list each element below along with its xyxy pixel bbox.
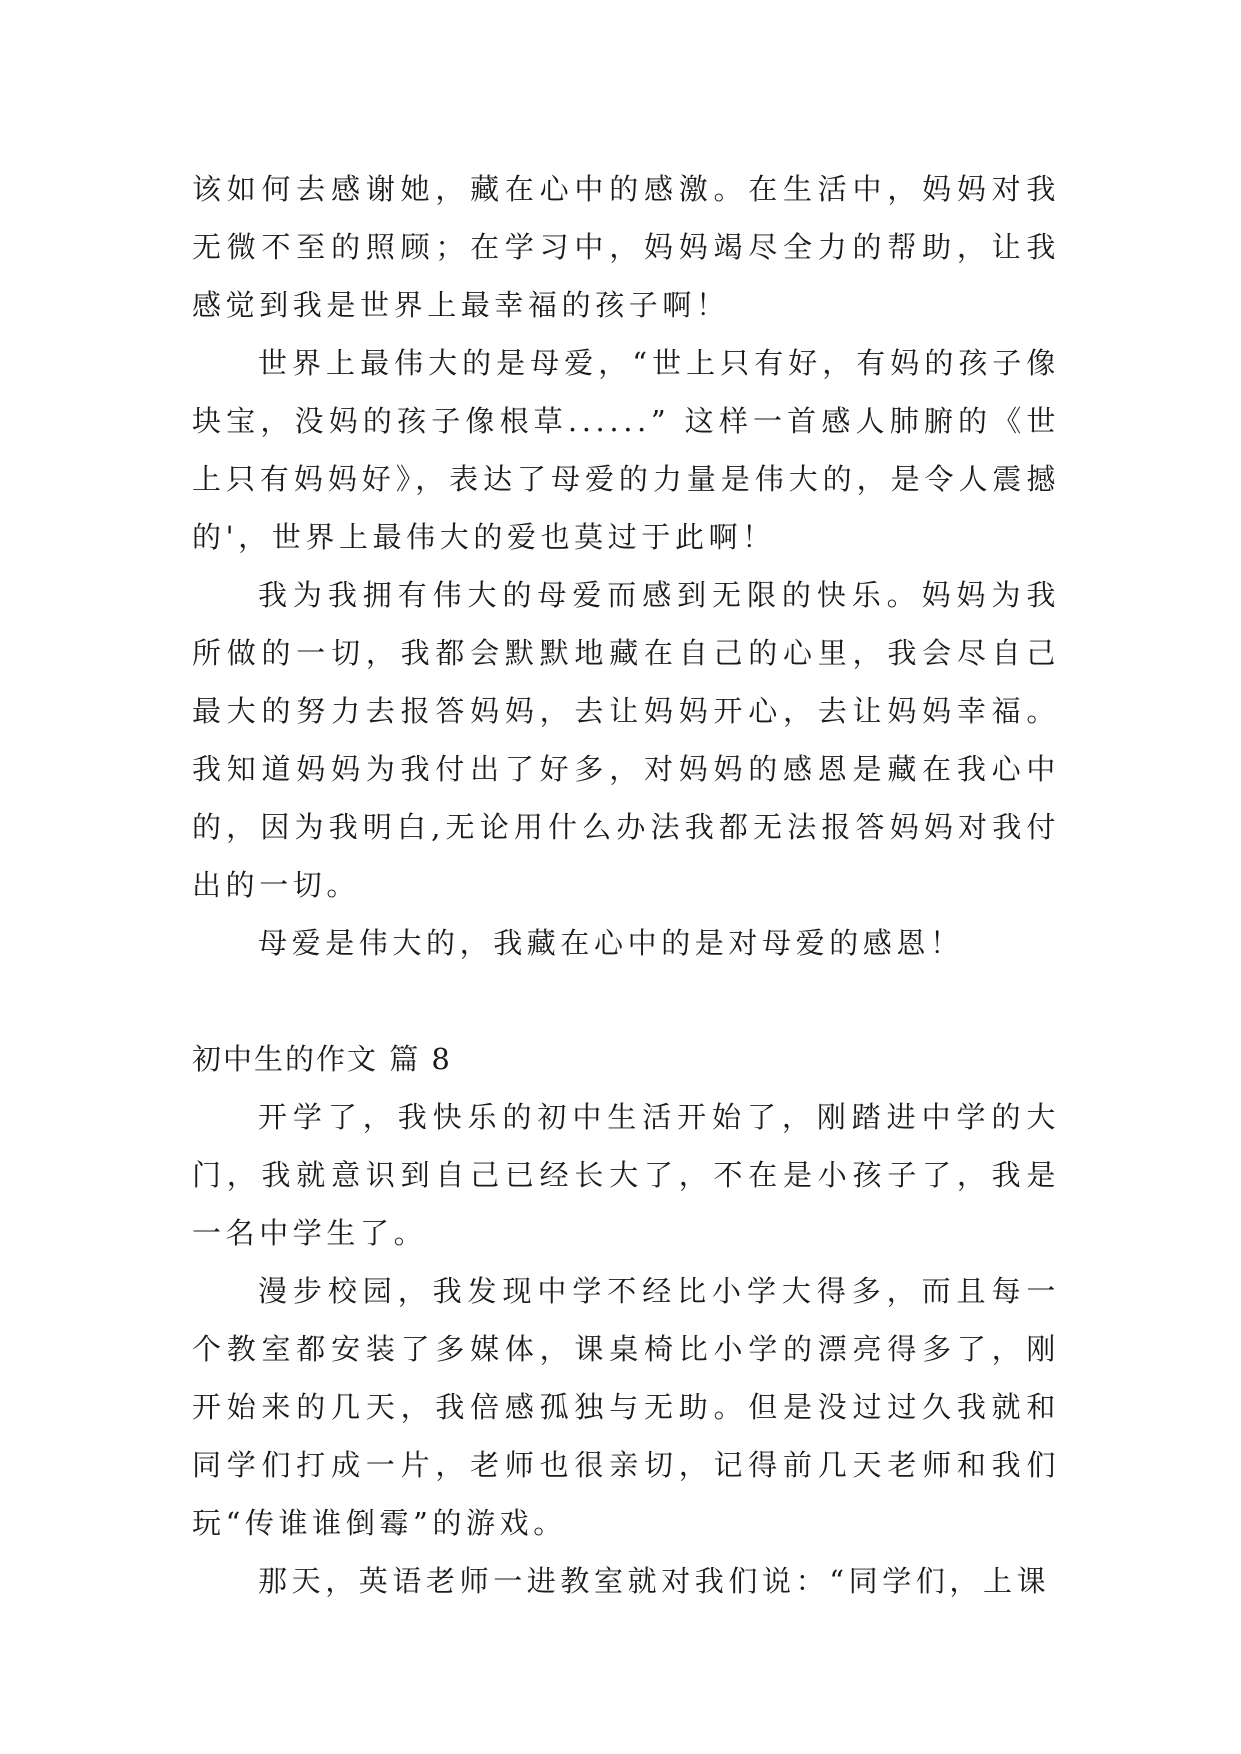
- section-spacer: [192, 972, 1060, 1030]
- paragraph-mother-love: 世界上最伟大的是母爱，“世上只有好，有妈的孩子像块宝，没妈的孩子像根草......” 这样一首感人肺腑的《世上只有妈妈好》，表达了母爱的力量是伟大的，是令人震撼的'，世界上最伟大的爱也莫过于此啊！: [192, 346, 1060, 554]
- paragraph-school-start: 开学了，我快乐的初中生活开始了，刚踏进中学的大门，我就意识到自己已经长大了，不在是小孩子了，我是一名中学生了。: [192, 1100, 1060, 1250]
- paragraph-english-teacher: 那天，英语老师一进教室就对我们说：“同学们，上课: [258, 1564, 1051, 1598]
- paragraph-campus: 漫步校园，我发现中学不经比小学大得多，而且每一个教室都安装了多媒体，课桌椅比小学的漂亮得多了，刚开始来的几天，我倍感孤独与无助。但是没过过久我就和同学们打成一片，老师也很亲切，记得前几天老师和我们玩“传谁谁倒霉”的游戏。: [192, 1274, 1060, 1540]
- document-body: [192, 160, 1060, 1610]
- paragraph-continuation: 该如何去感谢她，藏在心中的感激。在生活中，妈妈对我无微不至的照顾；在学习中，妈妈竭尽全力的帮助，让我感觉到我是世界上最幸福的孩子啊！: [192, 172, 1060, 322]
- paragraph-conclusion: 母爱是伟大的，我藏在心中的是对母爱的感恩！: [258, 926, 964, 960]
- paragraph-gratitude: 我为我拥有伟大的母爱而感到无限的快乐。妈妈为我所做的一切，我都会默默地藏在自己的心里，我会尽自己最大的努力去报答妈妈，去让妈妈开心，去让妈妈幸福。我知道妈妈为我付出了好多，对妈妈的感恩是藏在我心中的，因为我明白,无论用什么办法我都无法报答妈妈对我付出的一切。: [192, 578, 1060, 902]
- section-heading: 初中生的作文 篇 8: [192, 1042, 452, 1076]
